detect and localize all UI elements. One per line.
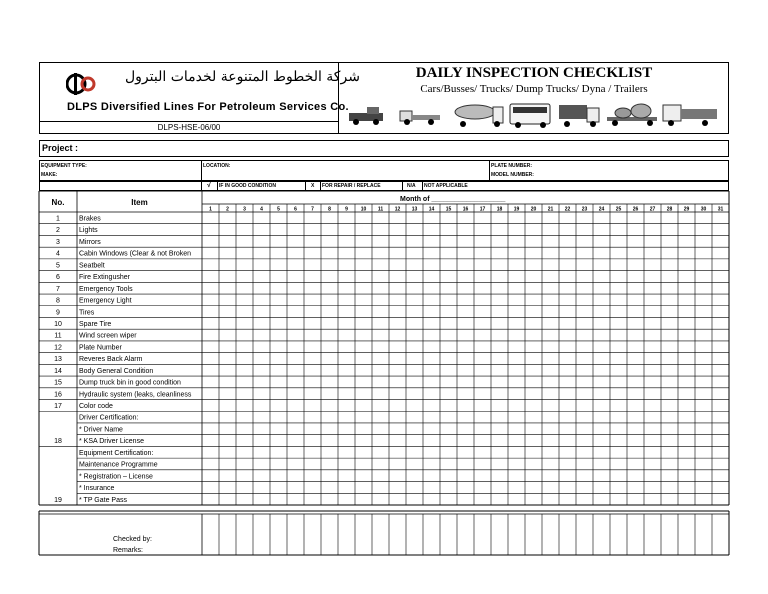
row-item: Lights <box>79 227 98 235</box>
row-item: Color code <box>79 403 113 411</box>
row-number: 4 <box>56 250 60 258</box>
row-item: * Insurance <box>79 485 115 493</box>
day-header: 20 <box>530 206 537 213</box>
day-header: 25 <box>615 206 622 213</box>
row-number: 18 <box>54 438 62 446</box>
row-item: Cabin Windows (Clear & not Broken <box>79 250 192 258</box>
row-item: Emergency Light <box>79 297 132 305</box>
page-subtitle: Cars/Busses/ Trucks/ Dump Trucks/ Dyna / Trailers <box>420 83 648 95</box>
page-title: DAILY INSPECTION CHECKLIST <box>415 65 653 81</box>
day-header: 18 <box>496 206 503 213</box>
legend-symbol-good: √ <box>207 182 211 189</box>
day-header: 26 <box>632 206 639 213</box>
day-header: 17 <box>479 206 486 213</box>
row-number: 10 <box>54 320 62 328</box>
day-header: 31 <box>717 206 724 213</box>
row-number: 3 <box>56 238 60 246</box>
legend-symbol-na: N/A <box>407 183 416 189</box>
row-number: 9 <box>56 309 60 317</box>
day-header: 24 <box>598 206 605 213</box>
row-item: Equipment Certification: <box>79 449 154 457</box>
row-item: Wind screen wiper <box>79 332 137 340</box>
day-header: 4 <box>260 206 263 213</box>
day-header: 12 <box>394 206 401 213</box>
row-item: Maintenance Programme <box>79 461 158 469</box>
column-header-no: No. <box>51 198 65 207</box>
company-arabic-name: شركة الخطوط المتنوعة لخدمات البترول <box>125 69 360 85</box>
day-header: 11 <box>377 206 384 213</box>
row-number: 17 <box>54 403 62 411</box>
row-number: 6 <box>56 274 60 282</box>
row-item: Mirrors <box>79 238 101 246</box>
row-item: * KSA Driver License <box>79 438 144 446</box>
equipment-type-label: EQUIPMENT TYPE: <box>41 163 87 169</box>
legend-text-na: NOT APPLICABLE <box>424 183 468 189</box>
row-number: 15 <box>54 379 62 387</box>
day-header: 6 <box>294 206 297 213</box>
row-item: Tires <box>79 309 95 317</box>
day-header: 22 <box>564 206 571 213</box>
row-item: * TP Gate Pass <box>79 496 127 504</box>
row-item: Seatbelt <box>79 262 105 270</box>
row-number: 7 <box>56 285 60 293</box>
remarks-label: Remarks: <box>113 547 143 554</box>
row-number: 13 <box>54 356 62 364</box>
row-item: Spare Tire <box>79 320 112 328</box>
row-number: 2 <box>56 227 60 235</box>
row-number: 8 <box>56 297 60 305</box>
row-number: 12 <box>54 344 62 352</box>
row-number: 14 <box>54 367 62 375</box>
row-item: Driver Certification: <box>79 414 139 422</box>
row-number: 11 <box>54 332 62 340</box>
company-english-name: DLPS Diversified Lines For Petroleum Services Co. <box>67 101 349 113</box>
row-number: 5 <box>56 262 60 270</box>
day-header: 10 <box>360 206 367 213</box>
day-header: 2 <box>226 206 229 213</box>
day-header: 3 <box>243 206 246 213</box>
day-header: 7 <box>311 206 314 213</box>
row-item: Dump truck bin in good condition <box>79 379 181 387</box>
day-header: 29 <box>683 206 690 213</box>
day-header: 13 <box>411 206 418 213</box>
legend-text-repair: FOR REPAIR / REPLACE <box>322 183 381 189</box>
legend-text-good: IF IN GOOD CONDITION <box>219 183 276 189</box>
row-number: 16 <box>54 391 62 399</box>
row-item: * Registration – License <box>79 473 153 481</box>
column-header-item: Item <box>131 198 148 207</box>
row-number: 19 <box>54 496 62 504</box>
row-item: Reveres Back Alarm <box>79 356 143 364</box>
row-item: Brakes <box>79 215 101 223</box>
row-item: Plate Number <box>79 344 122 352</box>
make-label: MAKE: <box>41 172 58 178</box>
day-header: 27 <box>649 206 656 213</box>
document-code: DLPS-HSE-06/00 <box>157 123 221 132</box>
day-header: 1 <box>209 206 212 213</box>
checked-by-label: Checked by: <box>113 536 152 543</box>
day-header: 30 <box>700 206 707 213</box>
row-item: * Driver Name <box>79 426 123 434</box>
row-item: Hydraulic system (leaks, cleanliness <box>79 391 192 399</box>
day-header: 9 <box>345 206 348 213</box>
day-header: 16 <box>462 206 469 213</box>
plate-number-label: PLATE NUMBER: <box>491 163 533 169</box>
project-label: Project : <box>42 143 79 153</box>
row-item: Emergency Tools <box>79 285 133 293</box>
row-item: Body General Condition <box>79 367 154 375</box>
day-header: 19 <box>513 206 520 213</box>
location-label: LOCATION: <box>203 163 231 169</box>
legend-symbol-repair: X <box>311 183 315 189</box>
model-number-label: MODEL NUMBER: <box>491 172 534 178</box>
day-header: 23 <box>581 206 588 213</box>
day-header: 28 <box>666 206 673 213</box>
month-label: Month of ___________________ <box>400 196 506 203</box>
day-header: 21 <box>547 206 554 213</box>
day-header: 15 <box>445 206 452 213</box>
day-header: 5 <box>277 206 280 213</box>
row-number: 1 <box>56 215 60 223</box>
row-item: Fire Extingusher <box>79 274 130 282</box>
day-header: 14 <box>428 206 435 213</box>
day-header: 8 <box>328 206 331 213</box>
